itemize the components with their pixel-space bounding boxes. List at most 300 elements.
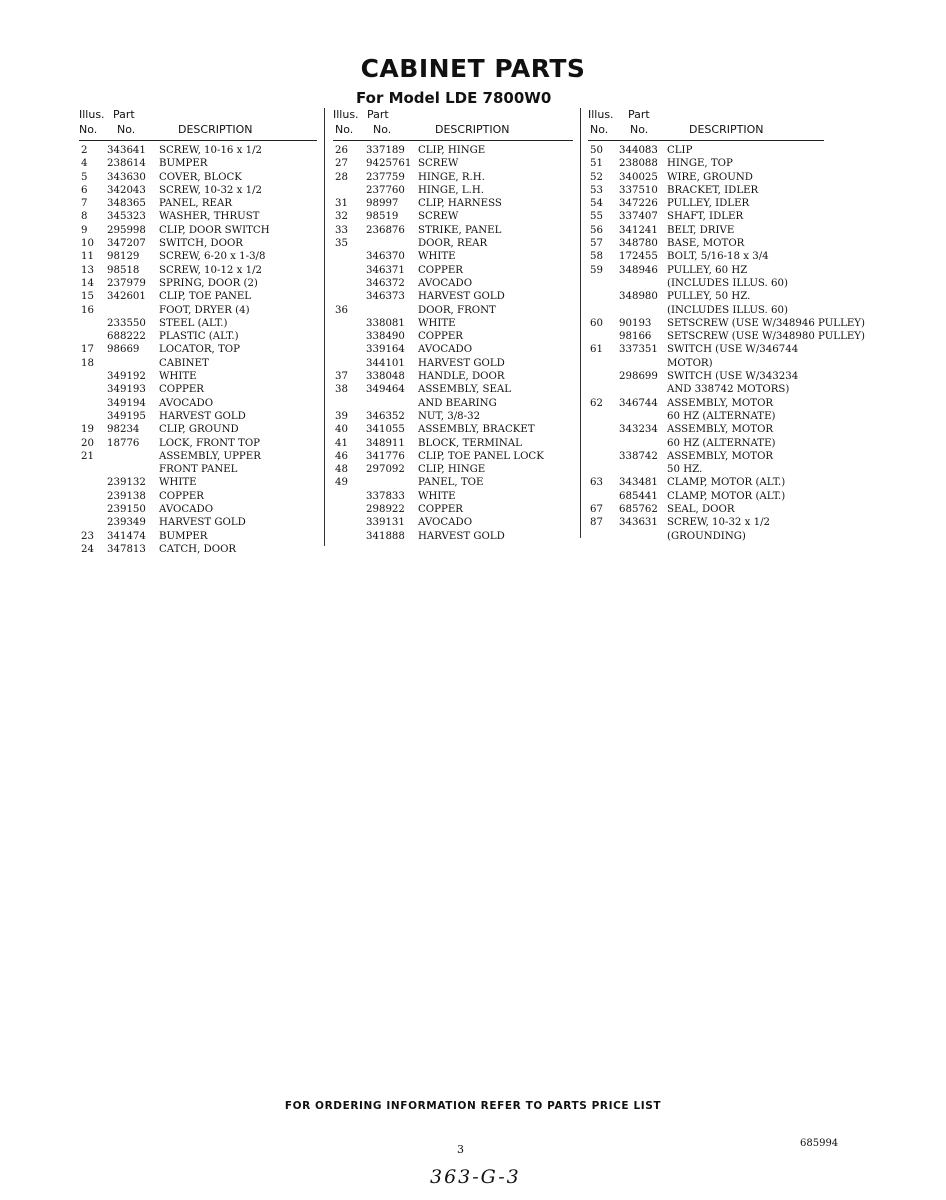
illus-number: 8 (81, 211, 88, 223)
part-description: HARVEST GOLD (159, 410, 246, 422)
header-part: Part (113, 108, 135, 121)
table-row (588, 250, 858, 263)
table-row (79, 543, 317, 556)
part-description: SHAFT, IDLER (667, 211, 744, 223)
table-row (588, 264, 858, 277)
table-row (79, 330, 317, 343)
header-part: Part (628, 108, 650, 121)
illus-number: 50 (590, 145, 603, 156)
part-number: 688222 (107, 331, 146, 343)
table-row (333, 437, 573, 450)
table-row (333, 476, 573, 489)
table-row (333, 264, 573, 277)
part-number: 349195 (107, 410, 146, 422)
part-number: 347813 (107, 543, 146, 555)
part-description: COPPER (159, 384, 204, 396)
table-row (588, 370, 858, 383)
part-description: SCREW (418, 158, 459, 170)
part-number: 343481 (619, 477, 658, 489)
part-description: FOOT, DRYER (4) (159, 304, 250, 316)
table-row (333, 304, 573, 317)
table-row (333, 184, 573, 197)
table-row (333, 330, 573, 343)
part-description: CLIP, TOE PANEL LOCK (418, 450, 544, 462)
part-description: LOCATOR, TOP (159, 344, 241, 356)
part-description: DOOR, REAR (418, 238, 488, 250)
table-row (588, 383, 858, 396)
part-number: 341776 (366, 450, 405, 462)
part-description: SCREW, 10-32 x 1/2 (159, 184, 263, 196)
part-description: PULLEY, 60 HZ (667, 264, 748, 276)
part-number: 685441 (619, 490, 658, 502)
column-divider (324, 108, 325, 546)
part-number: 237759 (366, 171, 405, 183)
part-description: SCREW, 10-16 x 1/2 (159, 145, 263, 156)
part-number: 349192 (107, 371, 146, 383)
table-row (79, 463, 317, 476)
part-description: PULLEY, 50 HZ. (667, 291, 751, 303)
parts-column-3 (588, 108, 865, 543)
illus-number: 40 (335, 424, 348, 436)
illus-number: 52 (590, 171, 603, 183)
part-description: AVOCADO (418, 517, 473, 529)
table-row (333, 410, 573, 423)
part-description: ASSEMBLY, BRACKET (418, 424, 535, 436)
illus-number: 33 (335, 224, 348, 236)
table-row (333, 370, 573, 383)
part-description: PANEL, REAR (159, 198, 233, 210)
part-description: MOTOR) (667, 357, 713, 369)
part-number: 98129 (107, 251, 140, 263)
part-number: 239150 (107, 504, 146, 516)
part-description: WASHER, THRUST (159, 211, 260, 223)
table-row (588, 157, 858, 170)
part-number: 239349 (107, 517, 146, 529)
table-row (79, 317, 317, 330)
part-description: CLIP (667, 145, 693, 156)
part-number: 98518 (107, 264, 140, 276)
part-number: 343641 (107, 145, 146, 156)
part-number: 98519 (366, 211, 399, 223)
table-row (79, 157, 317, 170)
table-row (79, 304, 317, 317)
header-illus: Illus. (333, 108, 359, 121)
table-row (588, 397, 858, 410)
part-description: FRONT PANEL (159, 464, 238, 476)
part-description: BRACKET, IDLER (667, 184, 759, 196)
parts-column-1 (79, 108, 317, 556)
illus-number: 62 (590, 397, 603, 409)
table-row (79, 264, 317, 277)
part-description: (GROUNDING) (667, 530, 746, 542)
illus-number: 14 (81, 277, 94, 289)
part-number: 338742 (619, 450, 658, 462)
table-row (588, 210, 858, 223)
part-description: 50 HZ. (667, 464, 703, 476)
illus-number: 10 (81, 238, 94, 250)
part-number: 346373 (366, 291, 405, 303)
part-number: 238614 (107, 158, 146, 170)
table-row (588, 290, 858, 303)
table-row (588, 476, 858, 489)
part-number: 348780 (619, 238, 658, 250)
illus-number: 38 (335, 384, 348, 396)
illus-number: 18 (81, 357, 94, 369)
table-row (79, 437, 317, 450)
header-illus-no: No. (335, 123, 354, 136)
part-number: 18776 (107, 437, 140, 449)
illus-number: 21 (81, 450, 94, 462)
part-description: PULLEY, IDLER (667, 198, 750, 210)
illus-number: 39 (335, 410, 348, 422)
part-description: DOOR, FRONT (418, 304, 496, 316)
table-row (333, 357, 573, 370)
illus-number: 63 (590, 477, 603, 489)
table-row (588, 516, 858, 529)
part-number: 342601 (107, 291, 146, 303)
part-description: CLIP, HINGE (418, 464, 486, 476)
part-number: 344101 (366, 357, 405, 369)
table-row (79, 277, 317, 290)
table-row (79, 476, 317, 489)
part-description: CLIP, HARNESS (418, 198, 502, 210)
part-description: CLAMP, MOTOR (ALT.) (667, 490, 786, 502)
part-number: 338490 (366, 331, 405, 343)
part-description: SCREW, 10-12 x 1/2 (159, 264, 263, 276)
header-illus-no: No. (590, 123, 609, 136)
part-description: CLIP, HINGE (418, 145, 486, 156)
table-row (79, 530, 317, 543)
illus-number: 36 (335, 304, 348, 316)
illus-number: 19 (81, 424, 94, 436)
illus-number: 27 (335, 158, 348, 170)
part-description: BLOCK, TERMINAL (418, 437, 522, 449)
header-description: DESCRIPTION (178, 123, 253, 136)
table-row (79, 210, 317, 223)
part-number: 98234 (107, 424, 140, 436)
table-row (333, 237, 573, 250)
part-description: HARVEST GOLD (418, 357, 505, 369)
part-description: WHITE (418, 490, 456, 502)
table-row (79, 450, 317, 463)
table-row (588, 343, 858, 356)
part-number: 98669 (107, 344, 140, 356)
header-part-no: No. (117, 123, 136, 136)
table-row (79, 197, 317, 210)
table-row (588, 184, 858, 197)
table-row (588, 423, 858, 436)
illus-number: 59 (590, 264, 603, 276)
column-divider (580, 108, 581, 538)
table-row (333, 210, 573, 223)
illus-number: 54 (590, 198, 603, 210)
part-description: HINGE, L.H. (418, 184, 484, 196)
part-number: 340025 (619, 171, 658, 183)
part-number: 348980 (619, 291, 658, 303)
part-number: 346744 (619, 397, 658, 409)
table-row (588, 197, 858, 210)
table-row (79, 397, 317, 410)
part-description: AND 338742 MOTORS) (667, 384, 790, 396)
part-number: 341241 (619, 224, 658, 236)
part-number: 337351 (619, 344, 658, 356)
part-description: BELT, DRIVE (667, 224, 735, 236)
table-row (588, 317, 865, 330)
part-number: 341888 (366, 530, 405, 542)
part-description: HARVEST GOLD (418, 530, 505, 542)
part-description: BOLT, 5/16-18 x 3/4 (667, 251, 769, 263)
illus-number: 15 (81, 291, 94, 303)
illus-number: 35 (335, 238, 348, 250)
table-row (333, 277, 573, 290)
part-number: 297092 (366, 464, 405, 476)
part-number: 347207 (107, 238, 146, 250)
illus-number: 60 (590, 317, 603, 329)
table-row (79, 383, 317, 396)
illus-number: 87 (590, 517, 603, 529)
table-row (588, 437, 858, 450)
table-row (333, 397, 573, 410)
part-description: CLIP, TOE PANEL (159, 291, 252, 303)
part-number: 233550 (107, 317, 146, 329)
illus-number: 11 (81, 251, 94, 263)
part-number: 348911 (366, 437, 405, 449)
header-rule (333, 140, 573, 141)
table-row (79, 357, 317, 370)
part-number: 337189 (366, 145, 405, 156)
part-description: ASSEMBLY, MOTOR (667, 397, 774, 409)
part-number: 338081 (366, 317, 405, 329)
table-row (588, 357, 858, 370)
part-description: LOCK, FRONT TOP (159, 437, 261, 449)
illus-number: 31 (335, 198, 348, 210)
parts-column-2 (333, 108, 573, 543)
part-number: 348946 (619, 264, 658, 276)
illus-number: 41 (335, 437, 348, 449)
table-row (333, 423, 573, 436)
table-row (588, 237, 858, 250)
illus-number: 20 (81, 437, 94, 449)
table-row (79, 343, 317, 356)
table-row (79, 490, 317, 503)
part-description: ASSEMBLY, MOTOR (667, 450, 774, 462)
part-number: 349193 (107, 384, 146, 396)
parts-list (79, 144, 317, 556)
part-description: HARVEST GOLD (418, 291, 505, 303)
page-title: CABINET PARTS (360, 54, 586, 83)
part-description: SCREW, 10-32 x 1/2 (667, 517, 771, 529)
illus-number: 67 (590, 504, 603, 516)
table-row (588, 530, 858, 543)
table-row (588, 224, 858, 237)
part-number: 341055 (366, 424, 405, 436)
part-number: 348365 (107, 198, 146, 210)
table-row (333, 383, 573, 396)
part-description: HANDLE, DOOR (418, 371, 505, 383)
illus-number: 4 (81, 158, 88, 170)
part-number: 337510 (619, 184, 658, 196)
part-number: 346372 (366, 277, 405, 289)
table-row (79, 250, 317, 263)
part-number: 349464 (366, 384, 405, 396)
table-row (333, 317, 573, 330)
column-header (333, 108, 573, 144)
illus-number: 46 (335, 450, 348, 462)
illus-number: 49 (335, 477, 348, 489)
illus-number: 16 (81, 304, 94, 316)
table-row (588, 410, 858, 423)
table-row (79, 144, 317, 157)
header-illus: Illus. (79, 108, 105, 121)
part-description: BUMPER (159, 530, 208, 542)
parts-list (588, 144, 865, 543)
part-description: CABINET (159, 357, 209, 369)
part-number: 346352 (366, 410, 405, 422)
part-description: BASE, MOTOR (667, 238, 745, 250)
table-row (79, 516, 317, 529)
table-row (333, 171, 573, 184)
table-row (588, 171, 858, 184)
illus-number: 56 (590, 224, 603, 236)
table-row (588, 503, 858, 516)
illus-number: 5 (81, 171, 88, 183)
table-row (333, 490, 573, 503)
header-rule (588, 140, 824, 141)
illus-number: 58 (590, 251, 603, 263)
header-description: DESCRIPTION (689, 123, 764, 136)
part-number: 337407 (619, 211, 658, 223)
header-illus-no: No. (79, 123, 98, 136)
part-number: 236876 (366, 224, 405, 236)
part-description: NUT, 3/8-32 (418, 410, 481, 422)
part-description: CLAMP, MOTOR (ALT.) (667, 477, 786, 489)
table-row (588, 330, 865, 343)
part-description: CATCH, DOOR (159, 543, 237, 555)
part-description: SCREW, 6-20 x 1-3/8 (159, 251, 266, 263)
part-description: PLASTIC (ALT.) (159, 331, 239, 343)
table-row (333, 224, 573, 237)
table-row (79, 224, 317, 237)
table-row (333, 144, 573, 157)
table-row (79, 370, 317, 383)
part-description: COPPER (418, 504, 463, 516)
table-row (79, 171, 317, 184)
table-row (588, 144, 858, 157)
part-description: ASSEMBLY, SEAL (418, 384, 512, 396)
part-number: 238088 (619, 158, 658, 170)
part-number: 172455 (619, 251, 658, 263)
illus-number: 61 (590, 344, 603, 356)
illus-number: 32 (335, 211, 348, 223)
table-row (79, 423, 317, 436)
illus-number: 9 (81, 224, 88, 236)
part-number: 346371 (366, 264, 405, 276)
part-description: SPRING, DOOR (2) (159, 277, 258, 289)
part-number: 343234 (619, 424, 658, 436)
illus-number: 7 (81, 198, 88, 210)
part-description: ASSEMBLY, MOTOR (667, 424, 774, 436)
part-description: SWITCH, DOOR (159, 238, 243, 250)
part-description: STRIKE, PANEL (418, 224, 502, 236)
table-row (333, 516, 573, 529)
part-description: SWITCH (USE W/346744 (667, 344, 799, 356)
part-description: AVOCADO (159, 397, 214, 409)
part-number: 98166 (619, 331, 652, 343)
part-description: CLIP, GROUND (159, 424, 239, 436)
illus-number: 23 (81, 530, 94, 542)
part-description: COPPER (418, 331, 463, 343)
column-header (79, 108, 317, 144)
part-number: 237979 (107, 277, 146, 289)
part-description: AVOCADO (418, 277, 473, 289)
column-header (588, 108, 858, 144)
document-number: 685994 (800, 1138, 839, 1149)
table-row (588, 304, 858, 317)
table-row (588, 490, 858, 503)
illus-number: 28 (335, 171, 348, 183)
part-number: 339131 (366, 517, 405, 529)
part-description: WHITE (418, 317, 456, 329)
table-row (333, 450, 573, 463)
parts-list (333, 144, 573, 543)
part-number: 343630 (107, 171, 146, 183)
part-description: STEEL (ALT.) (159, 317, 228, 329)
illus-number: 2 (81, 145, 88, 156)
table-row (588, 450, 858, 463)
table-row (333, 530, 573, 543)
table-row (333, 290, 573, 303)
part-number: 685762 (619, 504, 658, 516)
illus-number: 26 (335, 145, 348, 156)
part-number: 337833 (366, 490, 405, 502)
illus-number: 51 (590, 158, 603, 170)
part-number: 342043 (107, 184, 146, 196)
part-description: SETSCREW (USE W/348980 PULLEY) (667, 331, 865, 343)
page-number: 3 (457, 1143, 464, 1156)
table-row (588, 463, 858, 476)
part-description: HARVEST GOLD (159, 517, 246, 529)
table-row (79, 290, 317, 303)
table-row (79, 503, 317, 516)
header-rule (79, 140, 317, 141)
page-subtitle: For Model LDE 7800W0 (356, 89, 552, 107)
part-number: 239132 (107, 477, 146, 489)
part-description: HINGE, TOP (667, 158, 733, 170)
part-number: 338048 (366, 371, 405, 383)
table-row (79, 184, 317, 197)
table-row (333, 503, 573, 516)
table-row (333, 250, 573, 263)
part-number: 9425761 (366, 158, 412, 170)
part-description: BUMPER (159, 158, 208, 170)
table-row (79, 410, 317, 423)
part-description: WHITE (418, 251, 456, 263)
ordering-footer: FOR ORDERING INFORMATION REFER TO PARTS PRICE LIST (284, 1100, 662, 1112)
part-description: WIRE, GROUND (667, 171, 753, 183)
header-part: Part (367, 108, 389, 121)
part-number: 346370 (366, 251, 405, 263)
part-description: HINGE, R.H. (418, 171, 485, 183)
header-illus: Illus. (588, 108, 614, 121)
table-row (588, 277, 858, 290)
table-row (333, 463, 573, 476)
part-description: WHITE (159, 371, 197, 383)
part-description: PANEL, TOE (418, 477, 484, 489)
part-description: 60 HZ (ALTERNATE) (667, 410, 776, 422)
part-number: 349194 (107, 397, 146, 409)
part-description: AVOCADO (418, 344, 473, 356)
part-description: SEAL, DOOR (667, 504, 735, 516)
